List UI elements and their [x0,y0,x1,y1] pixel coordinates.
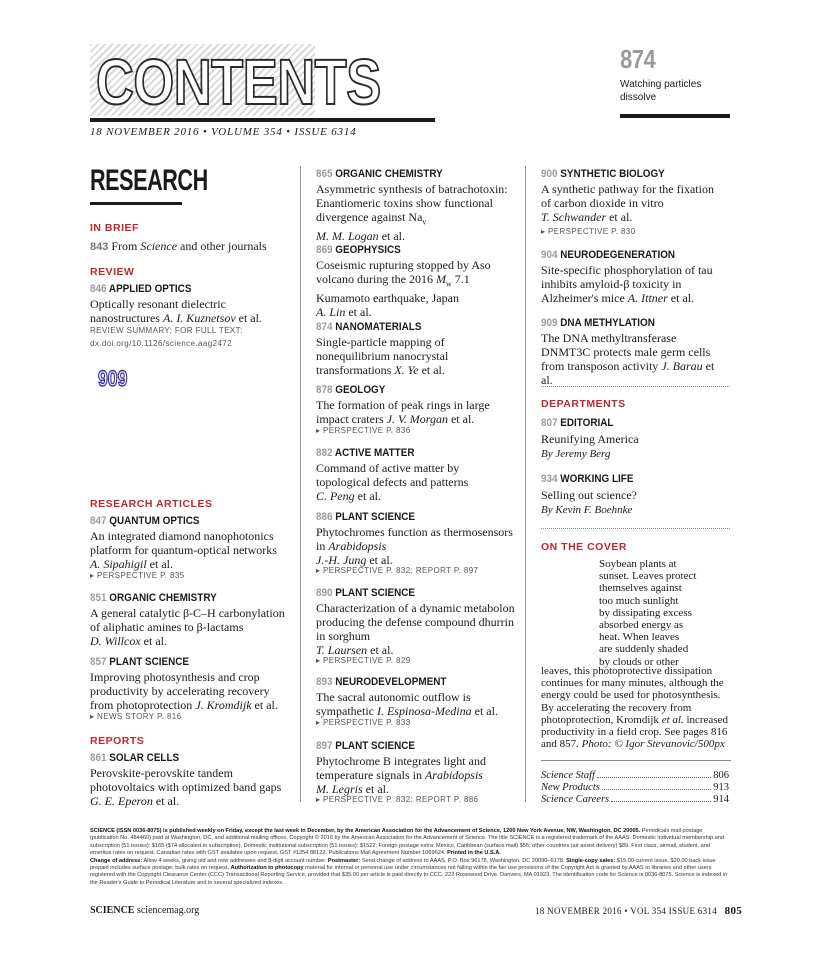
cover-line: too much sunlight [599,594,679,607]
review-ref-line1: REVIEW SUMMARY; FOR FULL TEXT: [90,326,243,335]
issue-line: 18 NOVEMBER 2016 • VOLUME 354 • ISSUE 6314 [90,126,357,138]
report-904-title[interactable]: Site-specific phosphorylation of tau inhibits amyloid-β toxicity in Alzheimer's mice A. Ittner et al. [541,263,713,305]
review-ref-line2[interactable]: dx.doi.org/10.1126/science.aag2472 [90,339,232,348]
report-900-ref[interactable]: ▸ PERSPECTIVE P. 830 [541,227,636,236]
report-909-title[interactable]: The DNA methyltransferase DNMT3C protects male germ cells from transposon activity J. Barau et al. [541,331,715,387]
cover-story-rule [620,114,730,118]
review-label: REVIEW [90,266,135,278]
department-working-life-title[interactable]: Selling out science? [541,488,637,502]
department-working-life-heading[interactable]: 934 WORKING LIFE [541,473,634,485]
report-865-title[interactable]: Asymmetric synthesis of batrachotoxin: Enantiomeric toxins show functional divergence against $Na_v$ M. M. Logan et al. [316,182,508,244]
cover-photo-credit: Photo: © Igor Stevanovic/500px [581,738,725,751]
cover-line: sunset. Leaves protect [599,570,697,583]
cover-line: Soybean plants at [599,558,677,570]
dotted-separator-1 [541,386,730,387]
report-869-heading[interactable]: 869 GEOPHYSICS [316,244,401,256]
footer-issue: 18 NOVEMBER 2016 • VOL 354 ISSUE 6314 805 [535,905,743,917]
review-title[interactable]: Optically resonant dielectric nanostructures A. I. Kuznetsov et al. [90,297,262,325]
column-divider-1 [300,166,301,802]
department-working-life-byline: By Kevin F. Boehnke [541,504,633,516]
report-874-heading[interactable]: 874 NANOMATERIALS [316,321,422,333]
report-861-title[interactable]: Perovskite-perovskite tandem photovoltaics with optimized band gaps G. E. Eperon et al. [90,766,282,808]
cover-line: are suddenly shaded [599,643,689,656]
column-divider-2 [525,166,526,802]
departments-label: DEPARTMENTS [541,398,626,410]
report-904-heading[interactable]: 904 NEURODEGENERATION [541,249,676,261]
report-865-heading[interactable]: 865 ORGANIC CHEMISTRY [316,168,443,180]
masthead-rule [90,118,435,122]
in-brief-entry[interactable]: 843 From Science and other journals [90,239,267,253]
report-893-title[interactable]: The sacral autonomic outflow is sympathetic I. Espinosa-Medina et al. [316,690,498,718]
publication-fine-print: SCIENCE (ISSN 0036-8075) is published weekly on Friday, except the last week in December, by the American Association for the Advancement of Science, 1200 New York Avenue, NW, Washington, DC 20005. Periodicals mail postage (publication No. 484460) paid at Washington, DC, and additional mailing offices. Copyright © 2016 by the American Association for the Advancement of Science. The title SCIENCE is a registered trademark of the AAAS. Domestic individual membership and subscription (51 issues): $165 ($74 allocated to subscription). Domestic institutional subscription (51 issues): $1522; Foreign postage extra: Mexico, Caribbean (surface mail) $55; other countries (air assist delivery) $89. First class, airmail, student, and emeritus rates on request. Canadian rates with GST available upon request, GST #1254 88122. Publications Mail Agreement Number 1069624. Printed in the U.S.A. Change of address: Allow 4 weeks, giving old and new addresses and 8-digit account number. Postmaster: Send change of address to AAAS, P.O. Box 96178, Washington, DC 20090–6178. Single-copy sales: $15.00 current issue, $20.00 back issue prepaid includes surface postage; bulk rates on request. Authorization to photocopy material for internal or personal use under circumstances not falling within the fair use provisions of the Copyright Act is granted by AAAS to libraries and other users registered with the Copyright Clearance Center (CCC) Transactional Reporting Service, provided that $35.00 per article is paid directly to CCC, 222 Rosewood Drive, Danvers, MA 01923. The identification code for Science is 0036-8075. Science is indexed in the Reader's Guide to Periodical Literature and in several specialized indexes. [90,828,728,886]
article-847-ref[interactable]: ▸ PERSPECTIVE P. 835 [90,571,185,580]
in-brief-label: IN BRIEF [90,222,139,234]
report-900-heading[interactable]: 900 SYNTHETIC BIOLOGY [541,168,665,180]
cover-line: by clouds or other [599,655,679,668]
report-861-heading[interactable]: 861 SOLAR CELLS [90,752,180,764]
cover-line: by dissipating excess [599,606,692,619]
staff-link-new-products[interactable]: New Products 913 [541,782,729,793]
report-897-ref[interactable]: ▸ PERSPECTIVE P. 832; REPORT P. 886 [316,795,479,804]
on-the-cover-label: ON THE COVER [541,541,627,553]
footer-site[interactable]: sciencemag.org [136,905,200,916]
article-857-heading[interactable]: 857 PLANT SCIENCE [90,656,190,668]
report-886-title[interactable]: Phytochromes function as thermosensors in Arabidopsis J.-H. Jung et al. [316,525,513,567]
report-869-title[interactable]: Coseismic rupturing stopped by Aso volcano during the 2016 $M_w$ 7.1 Kumamoto earthquake, Japan A. Lin et al. [316,258,491,320]
article-851-heading[interactable]: 851 ORGANIC CHEMISTRY [90,592,217,604]
report-878-title[interactable]: The formation of peak rings in large impact craters J. V. Morgan et al. [316,398,490,426]
report-882-title[interactable]: Command of active matter by topological defects and patterns C. Peng et al. [316,461,469,503]
cover-story-caption: Watching particles dissolve [620,79,702,103]
report-897-heading[interactable]: 897 PLANT SCIENCE [316,740,416,752]
contents-title: CONTENTS [96,46,381,118]
department-editorial-heading[interactable]: 807 EDITORIAL [541,417,614,429]
footer-brand [90,905,199,916]
dot-leader [611,794,711,802]
contents-title-box [90,44,381,118]
report-886-ref[interactable]: ▸ PERSPECTIVE P. 832; REPORT P. 897 [316,566,479,575]
report-886-heading[interactable]: 886 PLANT SCIENCE [316,511,416,523]
dot-leader [602,782,711,790]
article-851-title[interactable]: A general catalytic β-C–H carbonylation of aliphatic amines to β-lactams D. Willcox et al. [90,606,285,648]
article-847-heading[interactable]: 847 QUANTUM OPTICS [90,515,200,527]
cover-line: heat. When leaves [599,631,680,644]
report-890-ref[interactable]: ▸ PERSPECTIVE P. 829 [316,656,411,665]
research-articles-label: RESEARCH ARTICLES [90,498,213,510]
cover-line: absorbed energy as [599,619,684,631]
cover-description-full: leaves, this photoprotective dissipation continues for many minutes, although the energy could be used for photosynthesis. By accelerating the recovery from photoprotection, Kromdijk et al. increased productivity in a field crop. See pages 816 and 857. Photo: © Igor Stevanovic/500px [541,665,728,751]
research-heading: RESEARCH [90,164,208,197]
reports-label: REPORTS [90,735,145,747]
article-857-ref[interactable]: ▸ NEWS STORY P. 816 [90,712,182,721]
cover-story-page: 874 [620,44,656,74]
article-847-title[interactable]: An integrated diamond nanophotonics platform for quantum-optical networks A. Sipahigil et al. [90,529,277,571]
report-893-ref[interactable]: ▸ PERSPECTIVE P. 833 [316,718,411,727]
staff-link-science-staff[interactable]: Science Staff 806 [541,770,729,781]
report-878-ref[interactable]: ▸ PERSPECTIVE P. 836 [316,426,411,435]
report-900-title[interactable]: A synthetic pathway for the fixation of carbon dioxide in vitro T. Schwander et al. [541,182,714,224]
article-857-title[interactable]: Improving photosynthesis and crop productivity by accelerating recovery from photoprotection J. Kromdijk et al. [90,670,278,712]
cover-line: themselves against [599,582,682,595]
report-874-title[interactable]: Single-particle mapping of nonequilibrium nanocrystal transformations X. Ye et al. [316,335,449,377]
page-number: 805 [724,905,743,917]
report-893-heading[interactable]: 893 NEURODEVELOPMENT [316,676,447,688]
report-882-heading[interactable]: 882 ACTIVE MATTER [316,447,415,459]
department-editorial-title[interactable]: Reunifying America [541,432,639,446]
staff-link-science-careers[interactable]: Science Careers 914 [541,794,729,805]
in-brief-page: 843 [90,241,109,253]
report-890-title[interactable]: Characterization of a dynamic metabolon producing the defense compound dhurrin in sorghum T. Laursen et al. [316,601,515,657]
review-heading[interactable]: 846 APPLIED OPTICS [90,283,192,295]
dot-leader [597,770,711,778]
dotted-separator-2 [541,528,730,529]
report-897-title[interactable]: Phytochrome B integrates light and temperature signals in Arabidopsis M. Legris et al. [316,754,486,796]
department-editorial-byline: By Jeremy Berg [541,448,611,460]
staff-box-rule [541,760,731,761]
report-909-heading[interactable]: 909 DNA METHYLATION [541,317,655,329]
footer-brand-name: SCIENCE [90,905,135,916]
page-stamp: 909 [98,366,128,391]
report-890-heading[interactable]: 890 PLANT SCIENCE [316,587,416,599]
research-underline [90,202,182,205]
report-878-heading[interactable]: 878 GEOLOGY [316,384,386,396]
